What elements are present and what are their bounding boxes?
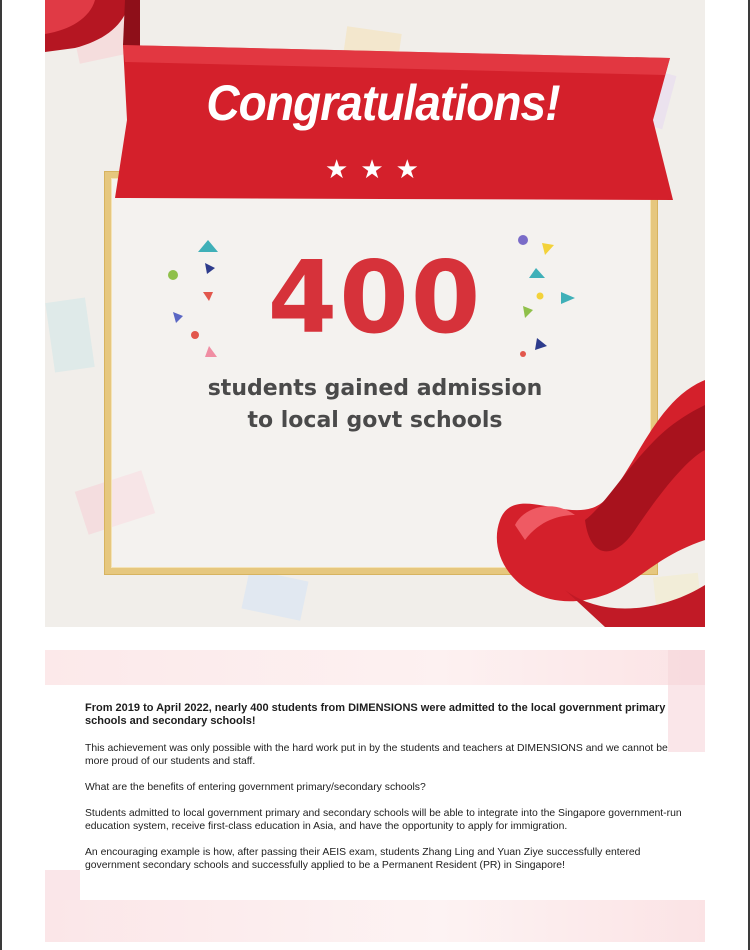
article-paragraph: An encouraging example is how, after passing their AEIS exam, students Zhang Ling and Yuan Ziye successfully entered government secondary schools and successfully applied to be a Permanent Resident (PR) in Singapore! [85, 847, 641, 871]
confetti-triangle [561, 292, 575, 304]
confetti-triangle [173, 312, 183, 323]
confetti-triangle [198, 240, 218, 252]
confetti-triangle [535, 338, 547, 350]
admission-count: 400 [267, 239, 483, 356]
decorative-band-top [45, 650, 705, 685]
article-paragraph: This achievement was only possible with the hard work put in by the students and teachers at DIMENSIONS and we cannot be more proud of our students and staff. [85, 743, 668, 767]
confetti-dot [168, 270, 178, 280]
article-paragraph: Students admitted to local government primary and secondary schools will be able to integrate into the Singapore government-run education system, receive first-class education in Asia, and have the opportunity to apply for immigration. [85, 808, 682, 832]
congratulations-poster [45, 0, 705, 627]
article-body [85, 702, 685, 885]
article-lead: From 2019 to April 2022, nearly 400 students from DIMENSIONS were admitted to the local government primary schools and secondary schools! [85, 702, 666, 727]
confetti-dot [537, 293, 544, 300]
confetti-triangle [203, 292, 213, 301]
subtitle-line-2: to local govt schools [247, 408, 503, 433]
confetti-dot [518, 235, 528, 245]
confetti-dot [520, 351, 526, 357]
confetti-triangle [205, 263, 215, 274]
confetti-triangle [205, 346, 217, 357]
three-stars: ★★★ [325, 154, 431, 184]
article-paragraph: What are the benefits of entering government primary/secondary schools? [85, 782, 426, 793]
confetti-triangle [542, 243, 554, 255]
congratulations-headline: Congratulations! [206, 75, 560, 131]
confetti-dot [191, 331, 199, 339]
confetti-triangle [529, 268, 545, 278]
decorative-band-bottom [45, 900, 705, 942]
page-edge-left [0, 0, 2, 950]
subtitle-line-1: students gained admission [207, 376, 543, 401]
